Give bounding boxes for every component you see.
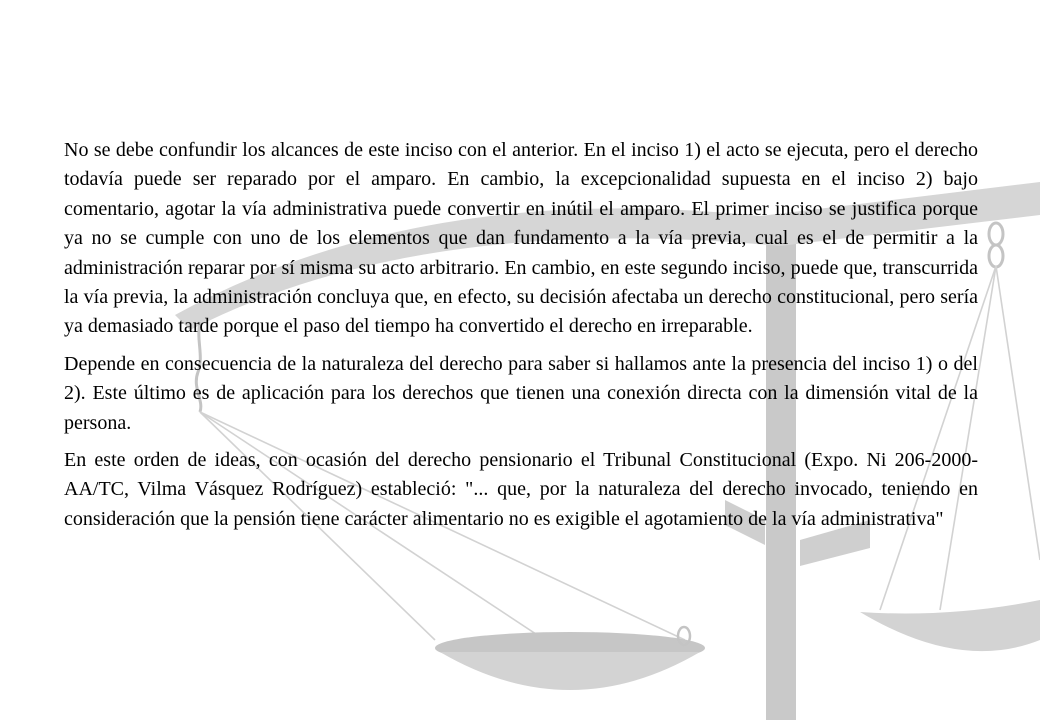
paragraph-3: En este orden de ideas, con ocasión del derecho pensionario el Tribunal Constitucional (Expo. Ni 206-2000-AA/TC, Vilma Vásquez Rodríguez) estableció: "... que, por la naturaleza del derecho invocado, teniendo en consideración que la pensión tiene carácter alimentario no es exigible el agotamiento de la vía administrativa" (64, 449, 978, 530)
document-body (64, 136, 978, 542)
paragraph-2: Depende en consecuencia de la naturaleza del derecho para saber si hallamos ante la presencia del inciso 1) o del 2). Este último es de aplicación para los derechos que tienen una conexión directa con la dimensión vital de la persona. (64, 352, 978, 434)
paragraph-1: No se debe confundir los alcances de este inciso con el anterior. En el inciso 1) el acto se ejecuta, pero el derecho todavía puede ser reparado por el amparo. En cambio, la excepcionalidad supuesta en el inciso 2) bajo comentario, agotar la vía administrativa puede convertir en inútil el amparo. El primer inciso se justifica porque ya no se cumple con uno de los elementos que dan fundamento a la vía previa, cual es el de permitir a la administración reparar por sí misma su acto arbitrario. En cambio, en este segundo inciso, puede que, transcurrida la vía previa, la administración concluya que, en efecto, su decisión afectaba un derecho constitucional, pero sería ya demasiado tarde porque el paso del tiempo ha convertido el derecho en irreparable. (64, 139, 978, 338)
